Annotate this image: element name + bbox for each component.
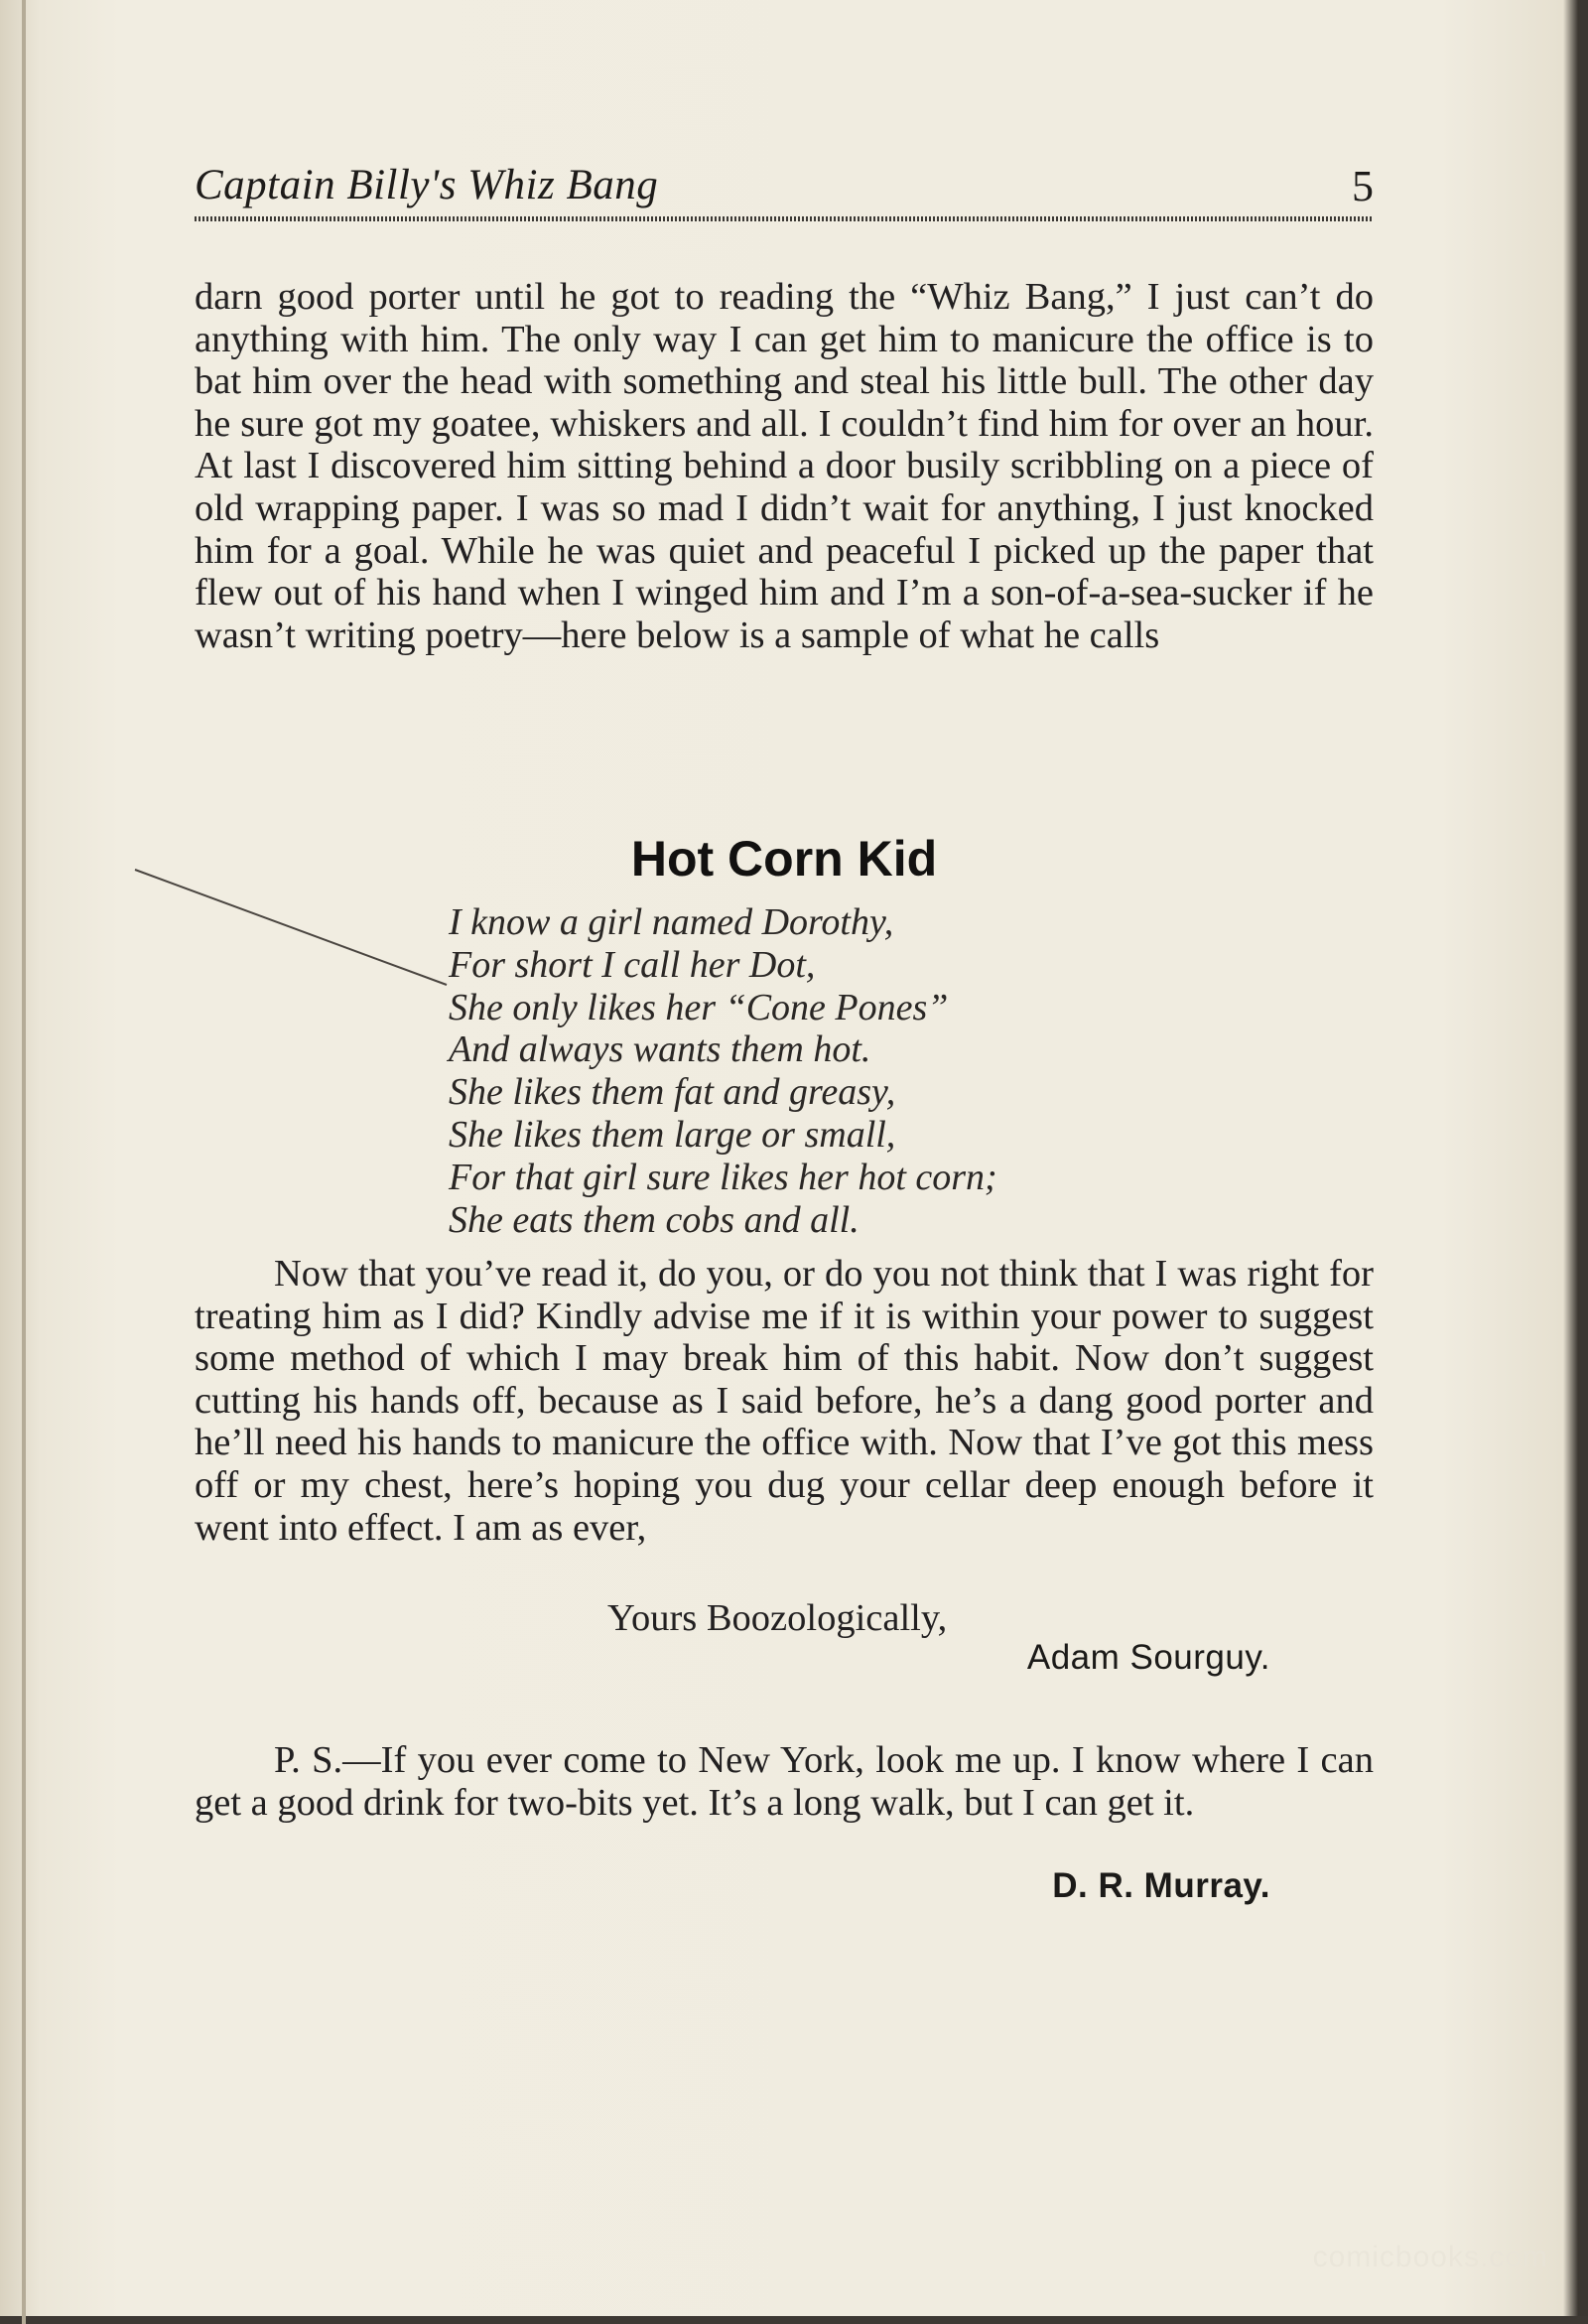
header-rule — [195, 216, 1374, 221]
poem-line: For short I call her Dot, — [449, 943, 816, 986]
pen-stroke-mark — [129, 864, 466, 993]
watermark: comicbooks.com — [1312, 2241, 1548, 2273]
poem — [449, 901, 1243, 1241]
poem-title: Hot Corn Kid — [630, 831, 938, 887]
poem-line: And always wants them hot. — [449, 1028, 871, 1071]
page-number: 5 — [1352, 162, 1374, 210]
running-title: Captain Billy's Whiz Bang — [195, 162, 659, 208]
sender-name: D. R. Murray. — [1052, 1866, 1270, 1905]
page-spine — [22, 0, 26, 2324]
poem-line: She only likes her “Cone Pones” — [449, 986, 949, 1028]
poem-line: She eats them cobs and all. — [449, 1198, 860, 1241]
poem-line: She likes them fat and greasy, — [449, 1071, 896, 1114]
letter-closing: Yours Boozologically, — [607, 1597, 948, 1639]
poem-line: I know a girl named Dorothy, — [449, 901, 894, 943]
letter-signature: Adam Sourguy. — [1026, 1638, 1270, 1677]
poem-line: For that girl sure likes her hot corn; — [449, 1156, 997, 1198]
body-paragraph-1: darn good porter until he got to reading the “Whiz Bang,” I just can’t do anything with him. The only way I can get him to manicure the office is to bat him over the head with something and steal his little bull. The other day he sure got my goatee, whiskers and all. I couldn’t find him for over an hour. At last I discovered him sitting behind a door busily scribbling on a piece of old wrapping paper. I was so mad I didn’t wait for anything, I just knocked him for a goal. While he was quiet and peaceful I picked up the paper that flew out of his hand when I winged him and I’m a son-of-a-sea-sucker if he wasn’t writing poetry—here below is a sample of what he calls — [195, 276, 1374, 656]
body-paragraph-2: Now that you’ve read it, do you, or do you not think that I was right for treating him as I did? Kindly advise me if it is within your power to suggest some method of which I may break him of this habit. Now don’t suggest cutting his hands off, because as I said before, he’s a dang good porter and he’ll need his hands to manicure the office with. Now that I’ve got this mess off or my chest, here’s hoping you dug your cellar deep enough before it went into effect. I am as ever, — [195, 1253, 1374, 1549]
postscript-paragraph: P. S.—If you ever come to New York, look me up. I know where I can get a good drink for two-bits yet. It’s a long walk, but I can get it. — [195, 1739, 1374, 1824]
page-header — [195, 161, 1374, 212]
poem-line: She likes them large or small, — [449, 1113, 896, 1156]
